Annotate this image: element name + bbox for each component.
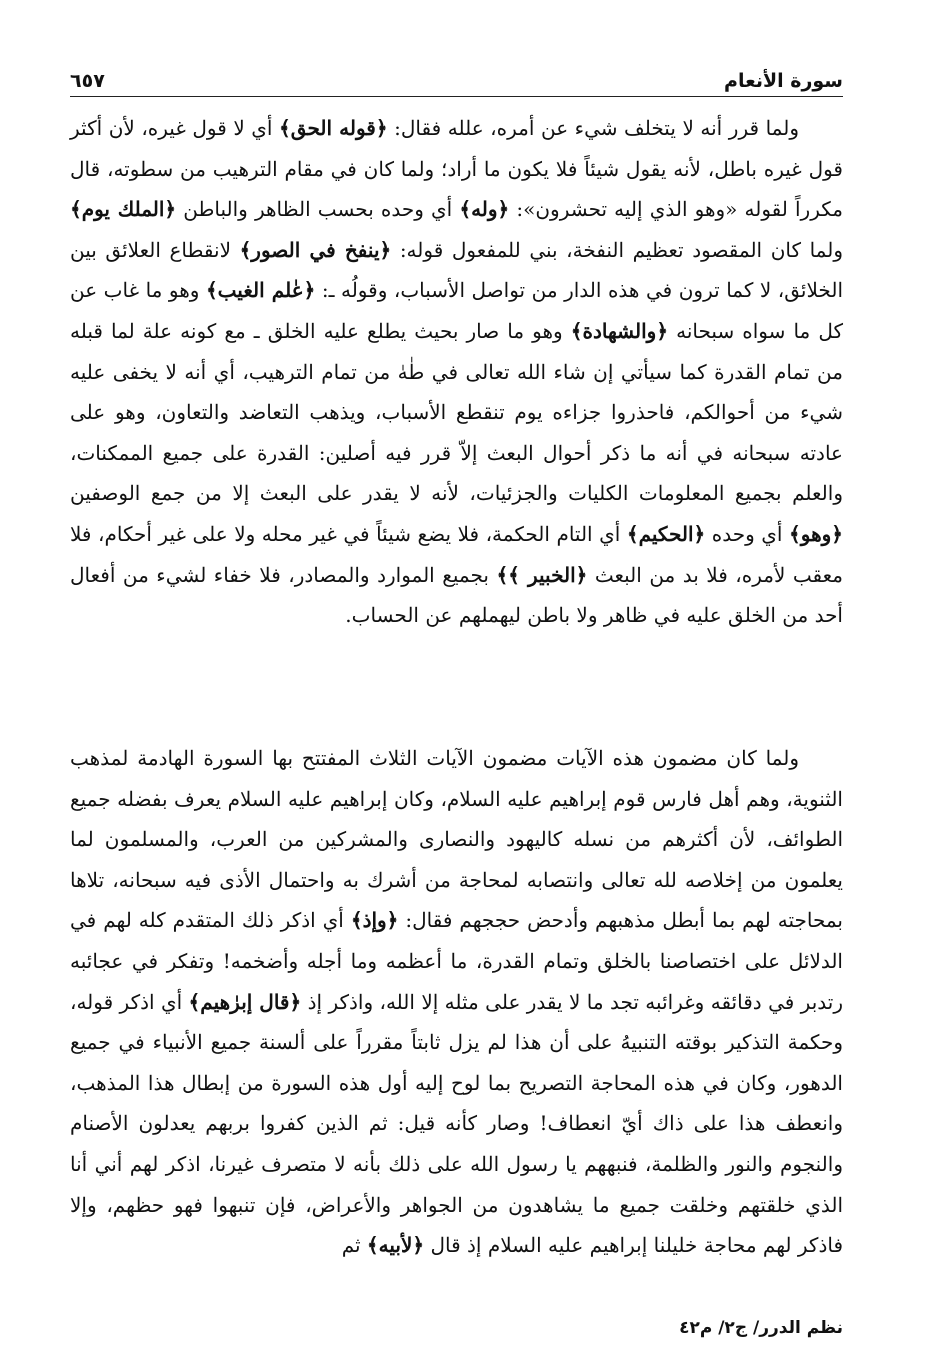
commentary-text: أي وحده [705,521,790,546]
commentary-text: لانقطاع العلائق بين الخلائق، لا كما ترون في هذه الدار من تواصل الأسباب، وقولُه ـ: [70,237,843,303]
commentary-text: ولما قرر أنه لا يتخلف شيء عن أمره، علله فقال: [387,116,799,140]
page-number: ٦٥٧ [70,70,105,92]
quran-quote: ﴿قوله الحق﴾ [279,116,388,140]
quran-quote: ﴿قال إبرٰهيم﴾ [188,989,302,1014]
paragraph-2 [70,738,843,1266]
header-rule [70,96,843,97]
commentary-text: وهو ما صار بحيث يطلع عليه الخلق ـ مع كونه علة لما قبله من تمام القدرة كما سيأتي إن شاء الله تعالى في طٰهٰ من تمام الترهيب، أي أنه لا يخفى عليه شيء من أحوالكم، فاحذروا جزاءه يوم تنقطع الأسباب، ويذهب التعاضد والتعاون، وهو على عادته سبحانه في أنه ما ذكر أحوال البعث إلاّ قرر فيه أصلين: القدرة على جميع الممكنات، والعلم بجميع المعلومات الكليات والجزئيات، لأنه لا يقدر على البعث إلا من جمع الوصفين [70,318,843,506]
quran-quote: ﴿وله﴾ [459,197,510,222]
quran-quote: ﴿وهو﴾ [789,521,843,546]
quran-quote: ﴿الحكيم﴾ [626,521,706,546]
paragraph-2-text [70,738,843,1266]
commentary-text: بجميع الموارد والمصادر، فلا خفاء لشيء من أفعال أحد من الخلق عليه في ظاهر ولا باطن ليهملهم عن الحساب. [70,562,843,628]
page-header [70,60,843,92]
commentary-text: ثم [341,1233,367,1258]
footer-signature: نظم الدرر/ ج٢/ م٤٢ [679,1318,843,1338]
commentary-text: ولما كان المقصود تعظيم النفخة، بني للمفعول قوله: [391,237,843,262]
commentary-text: ولما كان مضمون هذه الآيات مضمون الآيات الثلاث المفتتح بها السورة الهادمة لمذهب الثنوية، وهم أهل فارس قوم إبراهيم عليه السلام، وكان إبراهيم عليه السلام يعرف بفضله جميع الطوائف، لأن أكثرهم من نسله كاليهود والنصارى والمشركين من العرب، والمسلمون لما يعلمون من إخلاصه لله تعالى وانتصابه لمحاجة من أشرك به واحتمال الأذى فيه سبحانه، تلاها بمحاجته لهم بما أبطل مذهبهم وأدحض حججهم فقال: [70,746,843,933]
paragraph-1-text [70,108,843,636]
quran-quote: ﴿عٰلم الغيب﴾ [205,278,316,303]
paragraph-1 [70,108,843,636]
commentary-text: أي وحده بحسب الظاهر والباطن [176,197,460,222]
commentary-text: أي التام الحكمة، فلا يضع شيئاً في غير محله ولا على غير أحكام، فلا معقب لأمره، فلا بد من البعث [70,521,843,587]
quran-quote: ﴿والشهادة﴾ [570,318,669,343]
surah-title: سورة الأنعام [724,70,843,92]
commentary-text: وهو ما غاب عن كل ما سواه سبحانه [70,278,843,343]
quran-quote: ﴿الملك يوم﴾ [70,197,177,222]
commentary-text: أي لا قول غيره، لأن أكثر قول غيره باطل، لأنه يقول شيئاً فلا يكون ما أراد؛ ولما كان في مقام الترهيب من سطوته، قال مكرراً لقوله «وهو الذي إليه تحشرون»: [70,116,844,222]
commentary-text: أي اذكر قوله، وحكمة التذكير بوقته التنبيهُ على أن هذا لم يزل ثابتاً مقرراً على ألسنة جميع الأنبياء في جميع الدهور، وكان في هذه المحاجة التصريح بما لوح إليه أول هذه السورة من إبطال هذا المذهب، وانعطف هذا على ذاك أيّ انعطاف! وصار كأنه قيل: ثم الذين كفروا بربهم يعدلون الأصنام والنجوم والنور والظلمة، فنبههم يا رسول الله على ذلك بأنه لا متصرف غيرنا، اذكر لهم أني أنا الذي خلقتهم وخلقت جميع ما يشاهدون من الجواهر والأعراض، فإن تنبهوا فهو حظهم، وإلا فاذكر لهم محاجة خليلنا إبراهيم عليه السلام إذ قال [70,989,843,1258]
quran-quote: ﴿لأبيه﴾ [366,1233,425,1258]
quran-quote: ﴿وإذ﴾ [350,908,399,933]
quran-quote: ﴿ينفخ في الصور﴾ [239,237,392,262]
commentary-text: أي اذكر ذلك المتقدم كله لهم في الدلائل على اختصاصنا بالخلق وتمام القدرة، ما أعظمه وما أجله وأضخمه! وتفكر في عجائبه رتدبر في دقائقه وغرائبه تجد ما لا يقدر على مثله إلا الله، واذكر إذ [70,908,844,1014]
quran-quote: ﴿الخبير ﴾﴾ [496,562,588,587]
